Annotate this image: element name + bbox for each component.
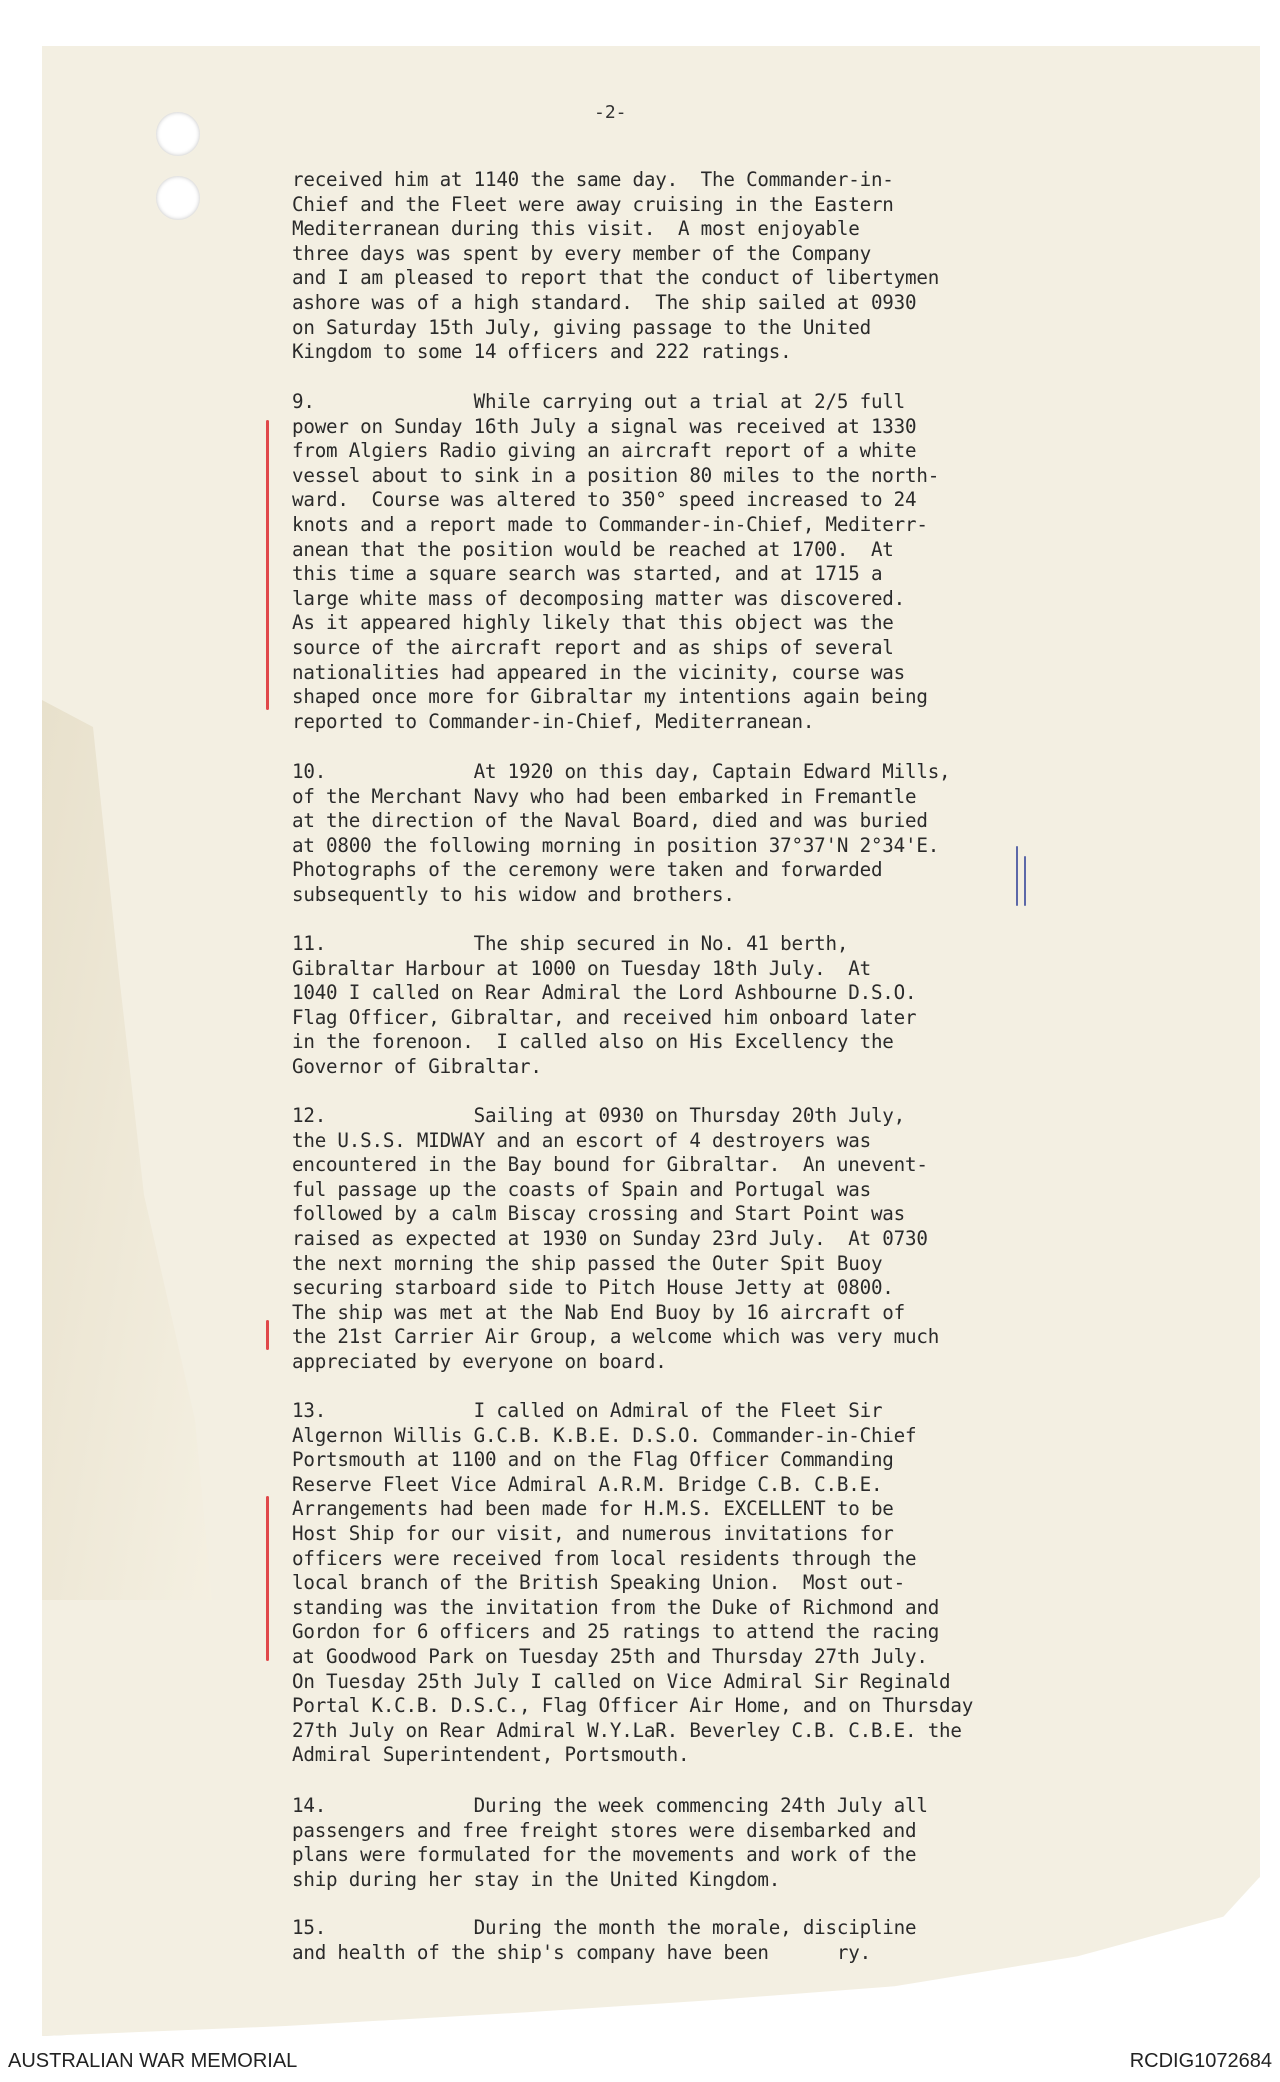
red-margin-mark: [266, 420, 269, 710]
paragraph-12: 12. Sailing at 0930 on Thursday 20th July, the U.S.S. MIDWAY and an escort of 4 destroyers was encountered in the Bay bound for Gibraltar. An unevent- ful passage up the coasts of Spain and Portugal was followed by a calm Biscay crossing and Start Point was raised as expected at 1930 on Sunday 23rd July. At 0730 the next morning the ship passed the Outer Spit Buoy securing starboard side to Pitch House Jetty at 0800. The ship was met at the Nab End Buoy by 16 aircraft of the 21st Carrier Air Group, a welcome which was very much appreciated by everyone on board.: [292, 1104, 940, 1373]
paragraph-11: 11. The ship secured in No. 41 berth, Gibraltar Harbour at 1000 on Tuesday 18th July. At 1040 I called on Rear Admiral the Lord Ashbourne D.S.O. Flag Officer, Gibraltar, and received him onboard later in the forenoon. I called also on His Excellency the Governor of Gibraltar.: [292, 932, 917, 1078]
punch-hole: [156, 112, 200, 156]
paragraph-10: 10. At 1920 on this day, Captain Edward Mills, of the Merchant Navy who had been embarked in Fremantle at the direction of the Naval Board, died and was buried at 0800 the following morning in position 37°37'N 2°34'E. Photographs of the ceremony were taken and forwarded subsequently to his widow and brothers.: [292, 760, 951, 906]
red-margin-mark: [266, 1496, 269, 1661]
punch-hole: [156, 176, 200, 220]
paragraph-15: 15. During the month the morale, discipline and health of the ship's company have been ry.: [292, 1916, 917, 1964]
paragraph-9: 9. While carrying out a trial at 2/5 full power on Sunday 16th July a signal was received at 1330 from Algiers Radio giving an aircraft report of a white vessel about to sink in a position 80 miles to the north- ward. Course was altered to 350° speed increased to 24 knots and a report made to Commander-in-Chief, Mediterr- anean that the position would be reached at 1700. At this time a square search was started, and at 1715 a large white mass of decomposing matter was discovered. As it appeared highly likely that this object was the source of the aircraft report and as ships of several nationalities had appeared in the vicinity, course was shaped once more for Gibraltar my intentions again being reported to Commander-in-Chief, Mediterranean.: [292, 390, 940, 733]
paragraph-13: 13. I called on Admiral of the Fleet Sir Algernon Willis G.C.B. K.B.E. D.S.O. Commander-in-Chief Portsmouth at 1100 and on the Flag Officer Commanding Reserve Fleet Vice Admiral A.R.M. Bridge C.B. C.B.E. Arrangements had been made for H.M.S. EXCELLENT to be Host Ship for our visit, and numerous invitations for officers were received from local residents through the local branch of the British Speaking Union. Most out- standing was the invitation from the Duke of Richmond and Gordon for 6 officers and 25 ratings to attend the racing at Goodwood Park on Tuesday 25th and Thursday 27th July. On Tuesday 25th July I called on Vice Admiral Sir Reginald Portal K.C.B. D.S.C., Flag Officer Air Home, and on Thursday 27th July on Rear Admiral W.Y.LaR. Beverley C.B. C.B.E. the Admiral Superintendent, Portsmouth.: [292, 1399, 974, 1767]
page-number: -2-: [594, 102, 627, 123]
footer-id: RCDIG1072684: [1129, 2050, 1272, 2072]
red-margin-mark: [266, 1320, 269, 1350]
paragraph-continuation: received him at 1140 the same day. The Commander-in- Chief and the Fleet were away cruising in the Eastern Mediterranean during this visit. A most enjoyable three days was spent by every member of the Company and I am pleased to report that the conduct of libertymen ashore was of a high standard. The ship sailed at 0930 on Saturday 15th July, giving passage to the United Kingdom to some 14 officers and 222 ratings.: [292, 168, 940, 364]
paragraph-14: 14. During the week commencing 24th July all passengers and free freight stores were disembarked and plans were formulated for the movements and work of the ship during her stay in the United Kingdom.: [292, 1794, 928, 1891]
ink-margin-mark: [1024, 856, 1026, 906]
footer-source: AUSTRALIAN WAR MEMORIAL: [8, 2050, 298, 2072]
ink-margin-mark: [1016, 846, 1018, 906]
